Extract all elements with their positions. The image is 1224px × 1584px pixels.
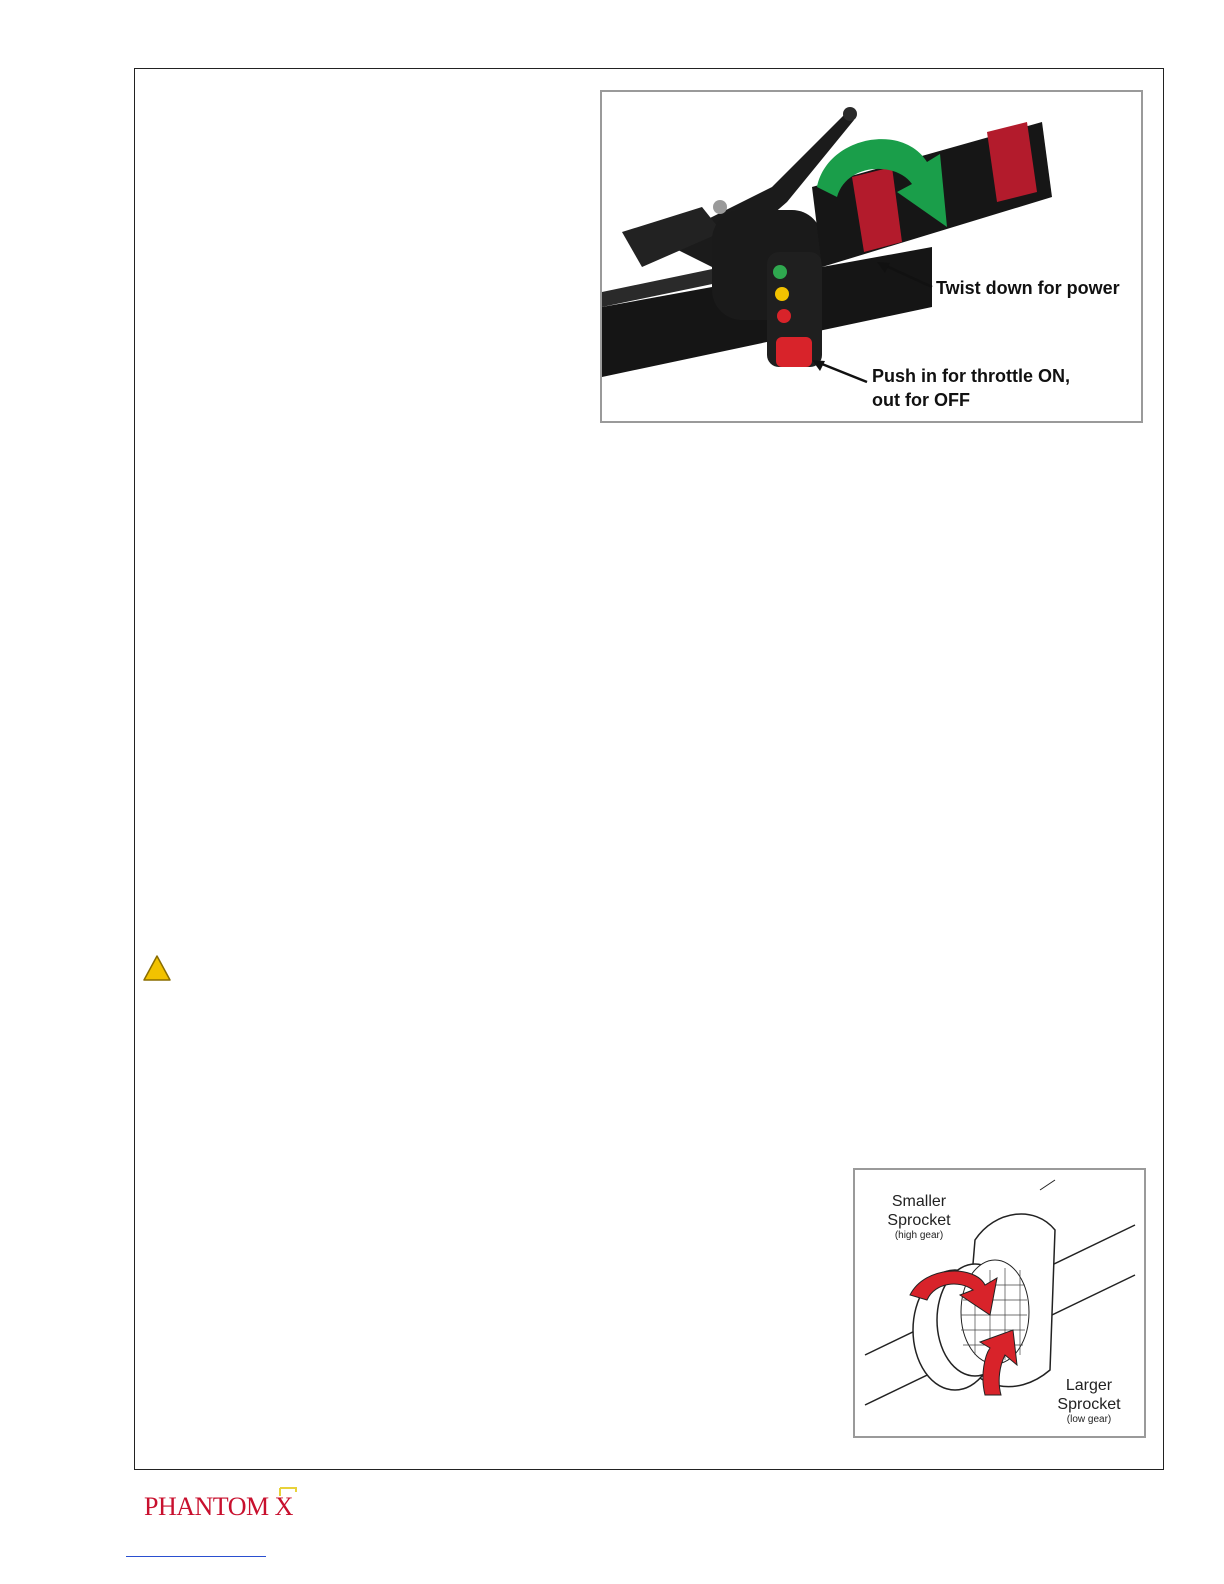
warning-triangle-icon [142,954,172,982]
throttle-figure [600,90,1143,423]
callout-twist: Twist down for power [936,278,1120,298]
throttle-button-icon [776,337,812,367]
callout-push-line1: Push in for throttle ON, [872,366,1070,386]
smaller-sprocket-label: Smaller Sprocket (high gear) [887,1193,951,1241]
footer-link-underline[interactable] [126,1556,266,1557]
phantom-x-logo: PHANTOM X [140,1486,300,1530]
led-full-icon [773,265,787,279]
larger-sprocket-label: Larger Sprocket (low gear) [1057,1377,1121,1425]
led-half-icon [775,287,789,301]
callout-push-line2: out for OFF [872,390,970,410]
sprocket-figure [853,1168,1146,1438]
logo-mark-icon [278,1486,298,1500]
led-empty-icon [777,309,791,323]
